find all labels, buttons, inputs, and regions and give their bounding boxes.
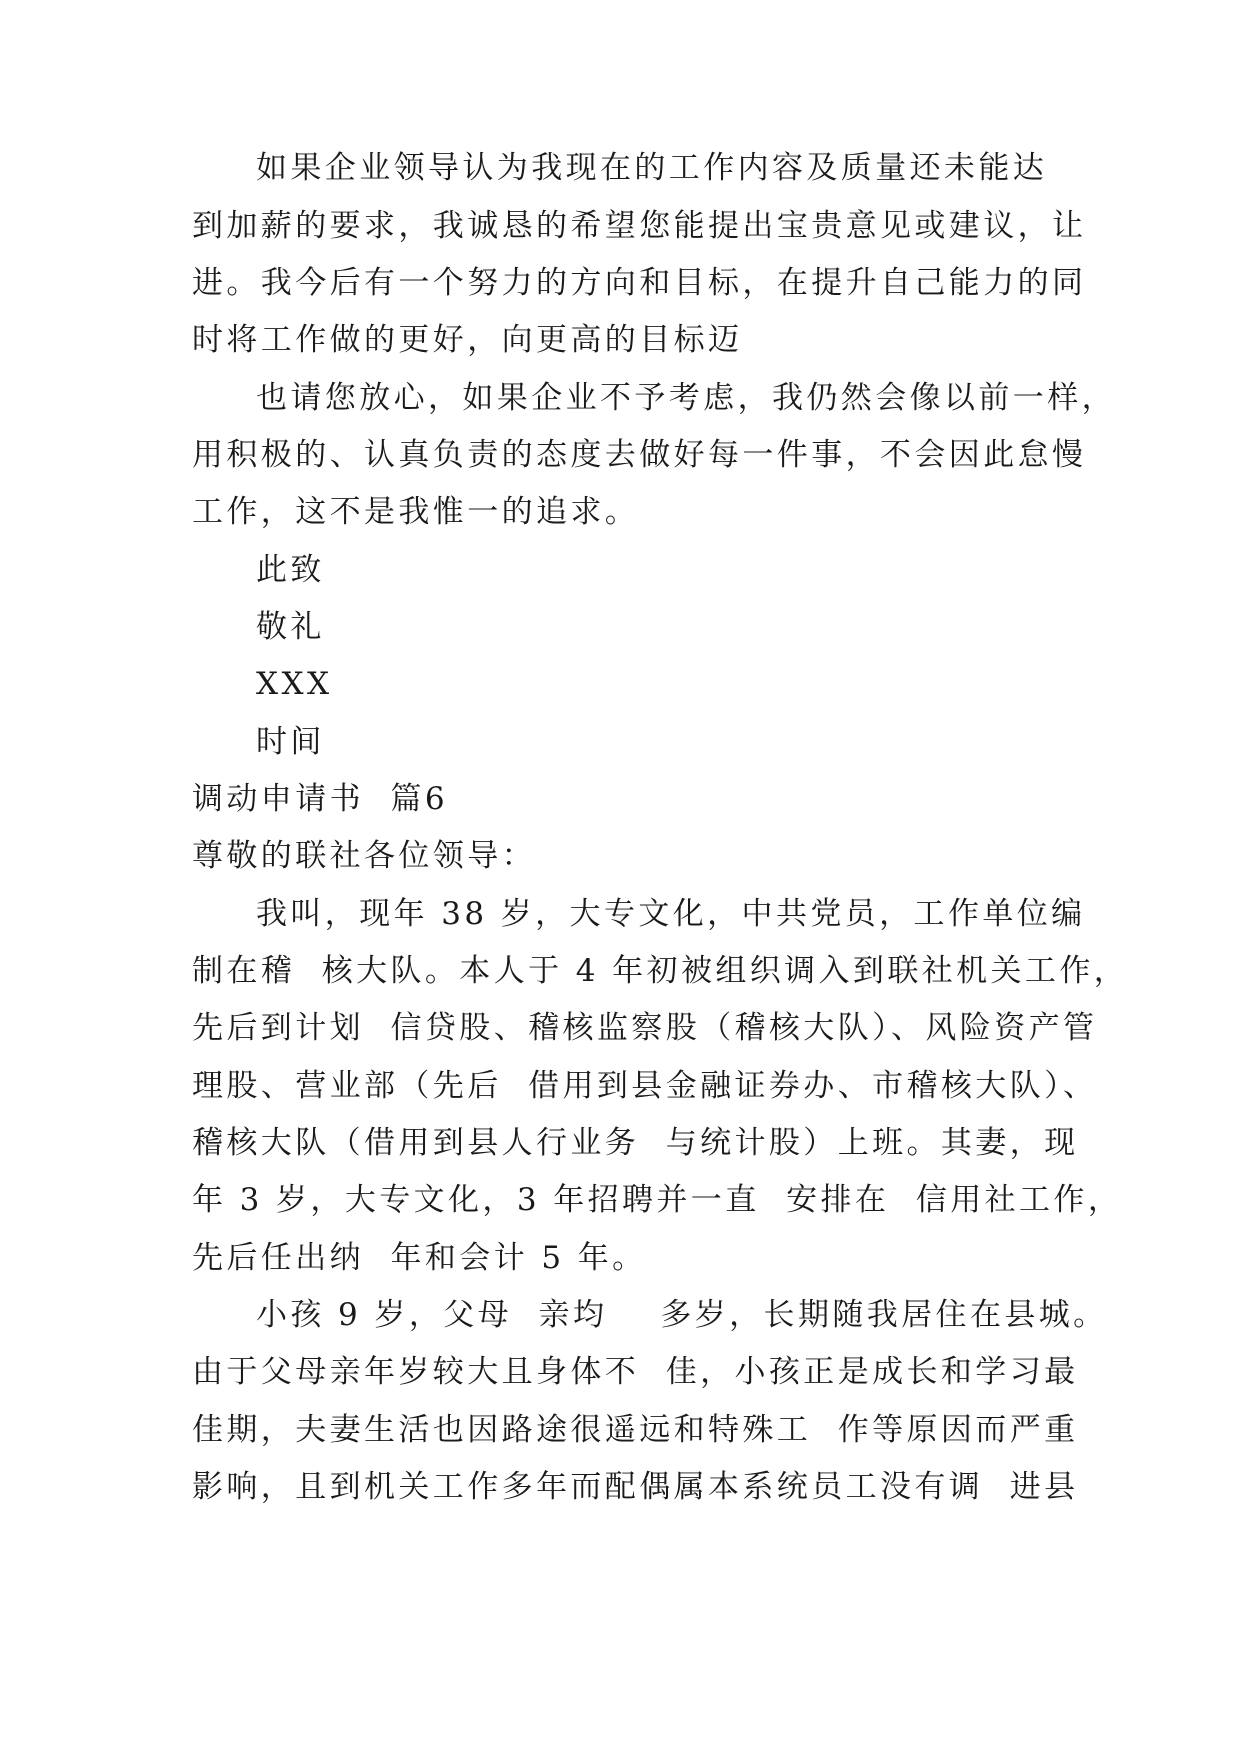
paragraph-line: 也请您放心，如果企业不予考虑，我仍然会像以前一样，: [256, 380, 1116, 416]
paragraph-line: 年 3 岁，大专文化，3 年招聘并一直 安排在 信用社工作，: [192, 1182, 1123, 1218]
paragraph-line: 由于父母亲年岁较大且身体不 佳，小孩正是成长和学习最: [192, 1354, 1079, 1390]
paragraph-line: 我叫，现年 38 岁，大专文化，中共党员，工作单位编: [256, 896, 1086, 932]
signature-date: 时间: [256, 724, 325, 760]
paragraph-line: 先后到计划 信贷股、稽核监察股（稽核大队）、风险资产管: [192, 1010, 1098, 1046]
paragraph-line: 制在稽 核大队。本人于 4 年初被组织调入到联社机关工作，: [192, 953, 1129, 989]
greeting: 尊敬的联社各位领导：: [192, 838, 536, 874]
paragraph-line: 先后任出纳 年和会计 5 年。: [192, 1240, 647, 1276]
closing-salutation: 此致: [256, 552, 325, 588]
section-heading: 调动申请书 篇6: [192, 781, 449, 817]
paragraph-line: 小孩 9 岁，父母 亲均 多岁，长期随我居住在县城。: [256, 1297, 1108, 1333]
paragraph-line: 佳期，夫妻生活也因路途很遥远和特殊工 作等原因而严重: [192, 1412, 1079, 1448]
paragraph-line: 如果企业领导认为我现在的工作内容及质量还未能达: [256, 150, 1048, 186]
paragraph-line: 工作，这不是我惟一的追求。: [192, 494, 640, 530]
paragraph-line: 到加薪的要求，我诚恳的希望您能提出宝贵意见或建议，让: [192, 208, 1087, 244]
closing-regards: 敬礼: [256, 609, 325, 645]
paragraph-line: 时将工作做的更好，向更高的目标迈: [192, 322, 743, 358]
paragraph-line: 理股、营业部（先后 借用到县金融证券办、市稽核大队）、: [192, 1068, 1098, 1104]
paragraph-line: 用积极的、认真负责的态度去做好每一件事，不会因此怠慢: [192, 437, 1087, 473]
paragraph-line: 进。我今后有一个努力的方向和目标，在提升自己能力的同: [192, 265, 1087, 301]
signature-name: XXX: [256, 666, 333, 702]
paragraph-line: 影响，且到机关工作多年而配偶属本系统员工没有调 进县: [192, 1469, 1079, 1505]
paragraph-line: 稽核大队（借用到县人行业务 与统计股）上班。其妻，现: [192, 1125, 1079, 1161]
